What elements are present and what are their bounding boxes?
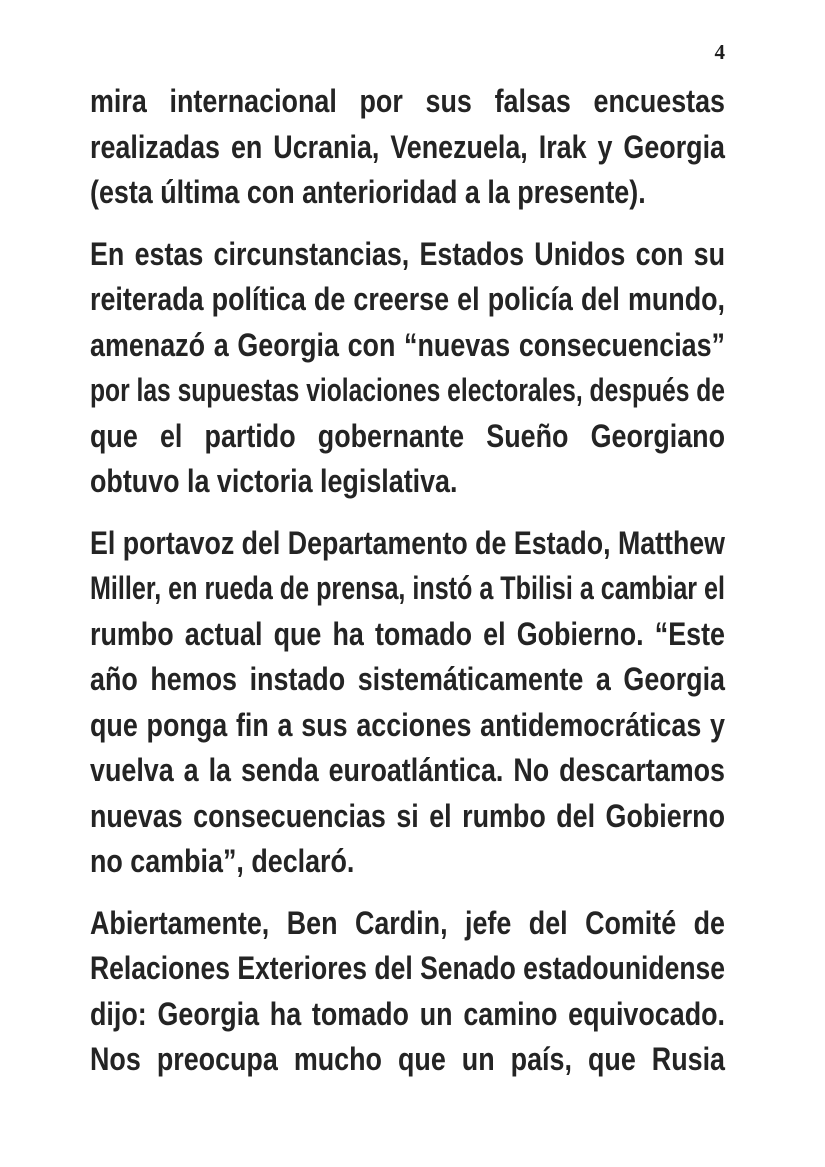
text-run: amenazó a Georgia con “nuevas consecuencias” xyxy=(90,326,726,363)
text-run: rumbo actual que ha tomado el Gobierno. “Este xyxy=(90,615,726,652)
text-line xyxy=(90,794,725,840)
text-run: nuevas consecuencias si el rumbo del Gobierno xyxy=(90,797,726,834)
document-body xyxy=(90,79,725,1099)
text-line xyxy=(90,79,725,125)
text-run: obtuvo la victoria legislativa. xyxy=(90,463,458,499)
text-run: Abiertamente, Ben Cardin, jefe del Comité de xyxy=(90,904,726,941)
text-line xyxy=(90,992,725,1038)
text-line xyxy=(90,839,725,885)
text-line xyxy=(90,170,725,216)
text-run: El portavoz del Departamento de Estado, Matthew xyxy=(90,524,725,561)
text-run: que ponga fin a sus acciones antidemocráticas y xyxy=(90,706,726,743)
text-line xyxy=(90,232,725,278)
text-line xyxy=(90,657,725,703)
text-run: que el partido gobernante Sueño Georgiano xyxy=(90,417,726,454)
text-line xyxy=(90,277,725,323)
text-line xyxy=(90,521,725,567)
paragraph xyxy=(90,901,725,1083)
text-line xyxy=(90,566,725,612)
text-line xyxy=(90,748,725,794)
text-run: En estas circunstancias, Estados Unidos con su xyxy=(90,235,726,272)
text-run: reiterada política de creerse el policía del mundo, xyxy=(90,281,726,317)
paragraph xyxy=(90,79,725,216)
text-run: (esta última con anterioridad a la presente). xyxy=(90,174,646,210)
text-run: Relaciones Exteriores del Senado estadounidense xyxy=(90,950,725,986)
paragraph xyxy=(90,521,725,885)
text-line xyxy=(90,459,725,505)
text-line xyxy=(90,612,725,658)
text-run: realizadas en Ucrania, Venezuela, Irak y Georgia xyxy=(90,128,726,165)
text-run: por las supuestas violaciones electorales, después de xyxy=(90,372,725,408)
text-run: mira internacional por sus falsas encuestas xyxy=(90,83,726,119)
text-line xyxy=(90,946,725,992)
text-line xyxy=(90,1037,725,1083)
paragraph xyxy=(90,232,725,505)
text-run: Nos preocupa mucho que un país, que Rusia xyxy=(90,1041,726,1077)
text-line xyxy=(90,901,725,947)
page-number: 4 xyxy=(714,40,725,64)
text-run: vuelva a la senda euroatlántica. No descartamos xyxy=(90,752,726,788)
text-run: no cambia”, declaró. xyxy=(90,843,355,879)
text-line xyxy=(90,703,725,749)
text-line xyxy=(90,125,725,171)
text-run: Miller, en rueda de prensa, instó a Tbilisi a cambiar el xyxy=(90,570,725,606)
text-line xyxy=(90,368,725,414)
text-run: año hemos instado sistemáticamente a Georgia xyxy=(90,661,726,697)
text-line xyxy=(90,414,725,460)
text-line xyxy=(90,323,725,369)
text-run: dijo: Georgia ha tomado un camino equivocado. xyxy=(90,995,726,1032)
